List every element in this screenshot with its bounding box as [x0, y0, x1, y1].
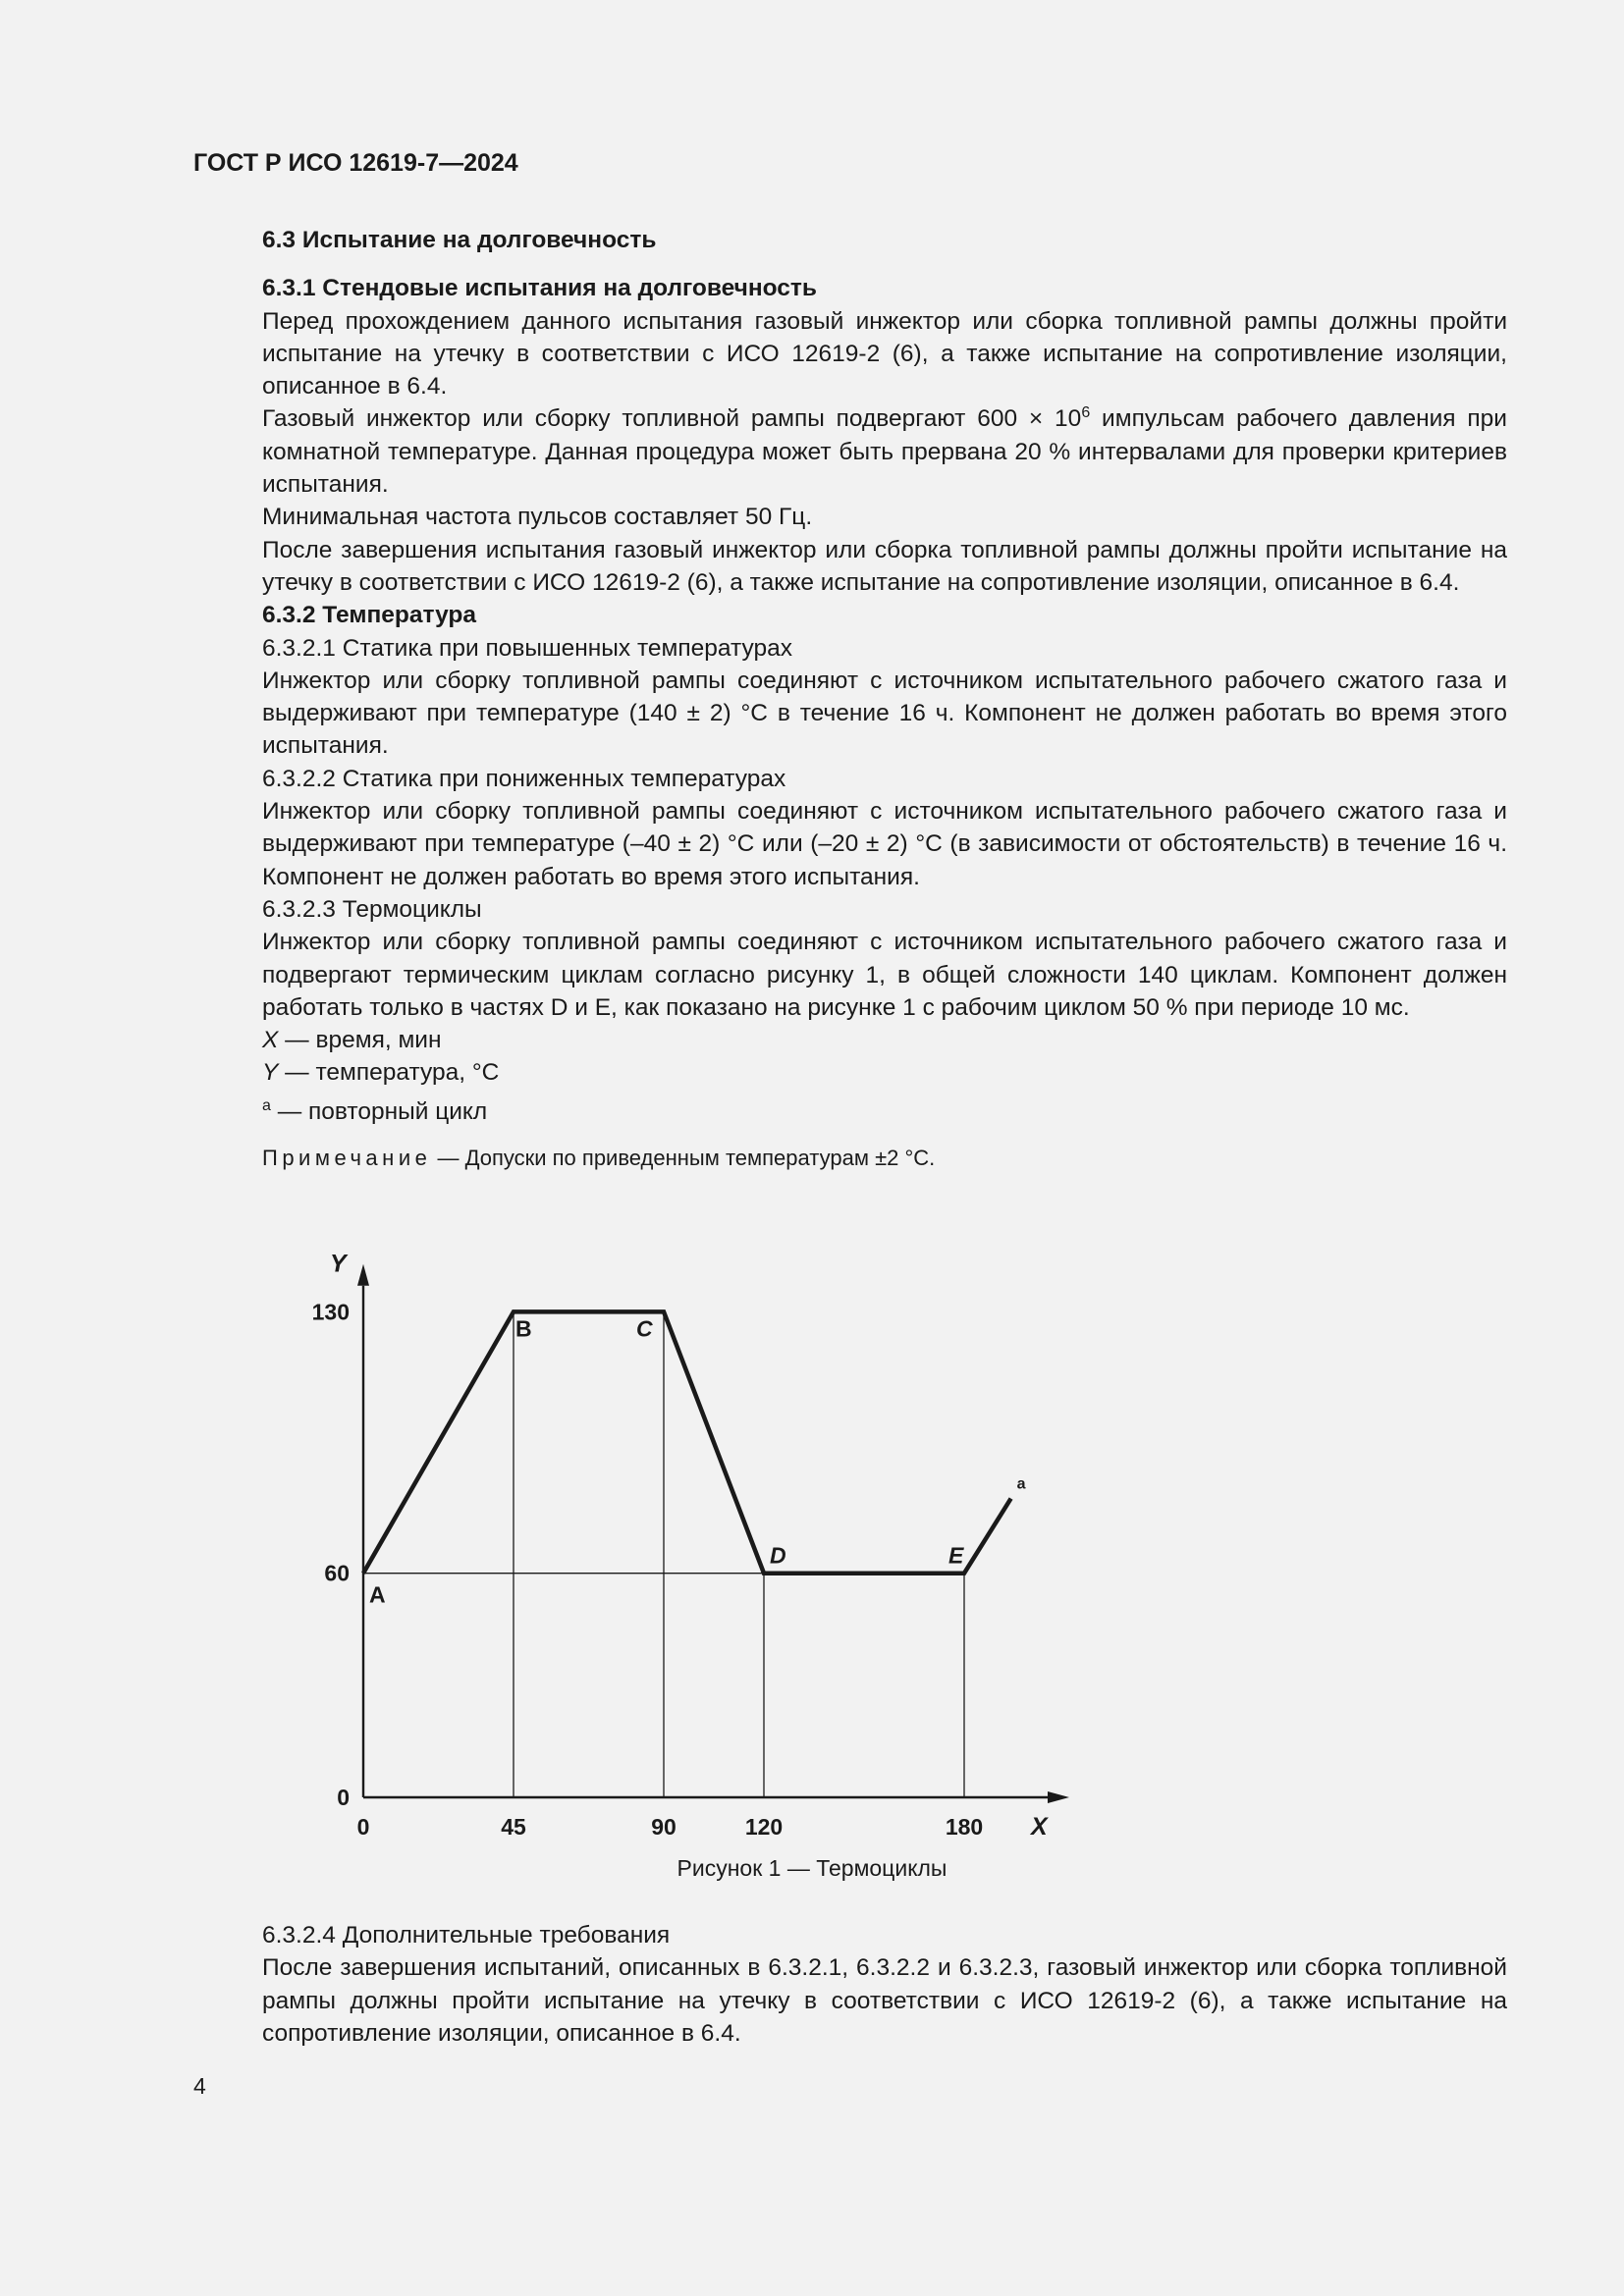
page-number: 4 [193, 2073, 206, 2099]
temperature-cycle-line [363, 1311, 1011, 1573]
paragraph: После завершения испытания газовый инжектор или сборка топливной рампы должны пройти испытание на утечку в соответствии с ИСО 12619-2 (6), а также испытание на сопротивление изоляции, описанное в 6.4. [262, 536, 1507, 596]
superscript: 6 [1081, 404, 1091, 422]
paragraph: Инжектор или сборку топливной рампы соединяют с источником испытательного рабочего сжатого газа и подвергают термическим циклам согласно рисунку 1, в общей сложности 140 циклам. Компонент должен работать только в частях D и E, как показано на рисунке 1 с рабочим циклом 50 % при периоде 10 мс. [262, 929, 1507, 1021]
thermocycle-chart [285, 1235, 1414, 1848]
x-axis-label: X [1031, 1813, 1048, 1841]
y-tick-label: 130 [311, 1299, 350, 1325]
key-y: Y — температура, °C [262, 1059, 500, 1087]
y-axis-arrow [357, 1264, 369, 1286]
key-x: X — время, мин [262, 1027, 442, 1054]
paragraph: Минимальная частота пульсов составляет 50 Гц. [262, 504, 813, 531]
document-header: ГОСТ Р ИСО 12619-7—2024 [193, 149, 518, 177]
point-label-c: C [636, 1315, 653, 1342]
x-axis-arrow [1048, 1791, 1069, 1803]
note: Примечание — Допуски по приведенным температурам ±2 °C. [262, 1146, 936, 1171]
section-heading-6-3-2: 6.3.2 Температура [262, 602, 476, 629]
subsection-heading-6-3-2-2: 6.3.2.2 Статика при пониженных температурах [262, 765, 786, 792]
paragraph: Инжектор или сборку топливной рампы соединяют с источником испытательного рабочего сжатого газа и выдерживают при температуре (–40 ± 2) °C или (–20 ± 2) °C (в зависимости от обстоятельств) в течение 16 ч. Компонент не должен работать во время этого испытания. [262, 798, 1507, 890]
section-heading-6-3-1: 6.3.1 Стендовые испытания на долговечность [262, 275, 817, 302]
point-label-d: D [770, 1542, 786, 1569]
subsection-heading-6-3-2-3: 6.3.2.3 Термоциклы [262, 895, 482, 923]
paragraph: Газовый инжектор или сборку топливной рампы подвергают $600 \times 10^6$ импульсам рабочего давления при комнатной температуре. Данная процедура может быть прервана 20 % интервалами для проверки критериев испытания. [262, 404, 1507, 499]
section-heading-6-3: 6.3 Испытание на долговечность [262, 227, 657, 253]
subsection-heading-6-3-2-1: 6.3.2.1 Статика при повышенных температурах [262, 634, 792, 662]
subsection-heading-6-3-2-4: 6.3.2.4 Дополнительные требования [262, 1922, 671, 1949]
document-body-tail [193, 1919, 1507, 2050]
document-body [193, 224, 1507, 1174]
y-tick-label: 0 [337, 1785, 350, 1810]
point-label-e: E [948, 1542, 964, 1569]
paragraph: Перед прохождением данного испытания газовый инжектор или сборка топливной рампы должны пройти испытание на утечку в соответствии с ИСО 12619-2 (6), а также испытание на сопротивление изоляции, описанное в 6.4. [262, 307, 1507, 400]
paragraph: После завершения испытаний, описанных в 6.3.2.1, 6.3.2.2 и 6.3.2.3, газовый инжектор или сборка топливной рампы должны пройти испытание на утечку в соответствии с ИСО 12619-2 (6), а также испытание на сопротивление изоляции, описанное в 6.4. [262, 1954, 1507, 2047]
x-tick-label: 120 [744, 1814, 784, 1840]
y-axis-label: Y [330, 1250, 347, 1278]
paragraph: Инжектор или сборку топливной рампы соединяют с источником испытательного рабочего сжатого газа и выдерживают при температуре (140 ± 2) °C в течение 16 ч. Компонент не должен работать во время этого испытания. [262, 667, 1507, 760]
figure-caption: Рисунок 1 — Термоциклы [677, 1855, 947, 1881]
x-tick-label: 0 [356, 1814, 370, 1840]
point-label-b: B [515, 1315, 532, 1342]
x-tick-label: 45 [501, 1814, 526, 1840]
key-a: $^a$ — повторный цикл [262, 1096, 488, 1125]
y-tick-label: 60 [324, 1560, 350, 1586]
point-label-a: A [369, 1581, 386, 1608]
x-tick-label: 180 [945, 1814, 984, 1840]
x-tick-label: 90 [651, 1814, 677, 1840]
continuation-label: a [1016, 1475, 1026, 1493]
